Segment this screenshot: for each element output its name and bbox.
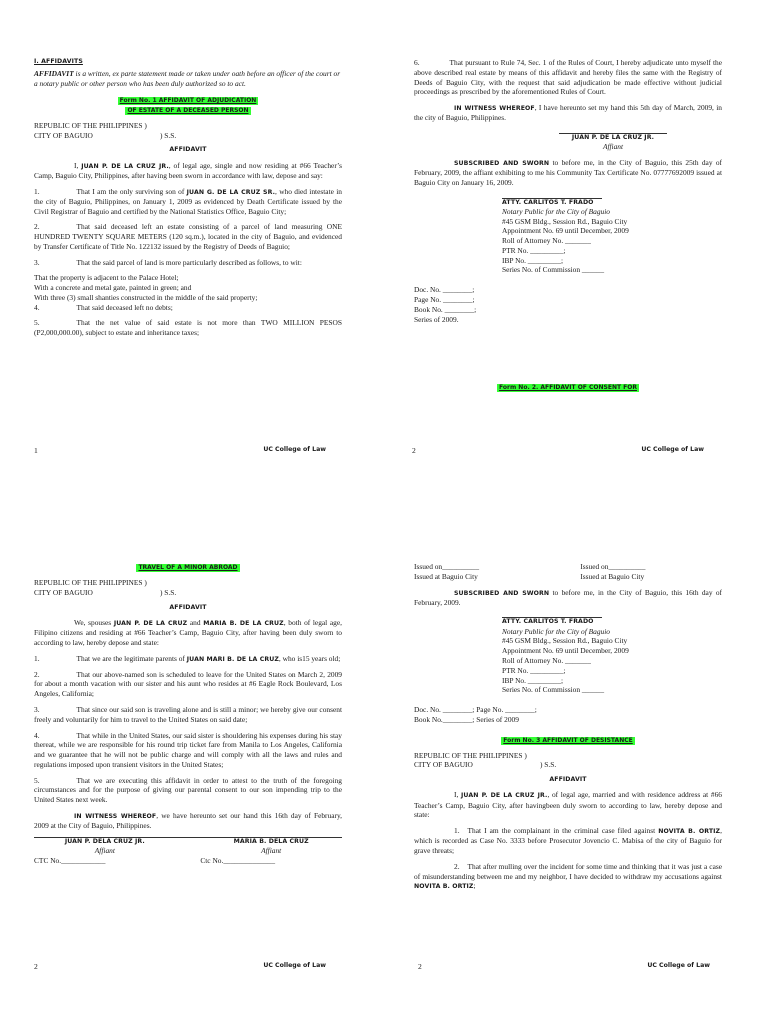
caption-republic: REPUBLIC OF THE PHILIPPINES ) [414, 750, 527, 760]
notary-ptr: PTR No. _________; [502, 665, 566, 675]
page-2-content [414, 58, 722, 392]
paragraph-number: 1. [454, 826, 460, 836]
paragraph-4 [34, 303, 342, 313]
caption-ss: ) S.S. [160, 130, 177, 140]
issued-at-1: Issued at Baguio City [414, 571, 478, 581]
page-3 [0, 512, 384, 1024]
paragraph-number: 1. [34, 186, 40, 196]
form-2-title-continued [34, 562, 342, 572]
property-desc-3: With three (3) small shanties constructed in the middle of the said property; [34, 292, 258, 302]
paragraph-number: 2. [34, 222, 40, 232]
affiant-2-name-inline: MARIA B. DE LA CRUZ [203, 619, 284, 627]
jurat [414, 588, 722, 608]
page-footer [34, 446, 326, 456]
witness-clause [34, 811, 342, 831]
issued-on-2: Issued on__________ [580, 562, 646, 571]
doc-page-no: Doc. No. ________; Page No. ________; [414, 705, 537, 715]
notary-appointment: Appointment No. 69 until December, 2009 [502, 226, 629, 236]
doc-title: AFFIDAVIT [169, 603, 207, 611]
footer-org: UC College of Law [647, 961, 710, 969]
intro-post: , of legal age, single and now residing at #66 Teacher’s Camp, Baguio City, Philippines, after having been sworn in accordance with law, depose and say: [34, 160, 342, 180]
doc-title: AFFIDAVIT [549, 776, 587, 784]
page-number: 2 [34, 961, 38, 971]
caption-republic: REPUBLIC OF THE PHILIPPINES ) [34, 120, 147, 130]
definition-text: is a written, ex parte statement made or taken under oath before an officer of the court or a notary public or other person who has been duly authorized so to act. [34, 69, 341, 88]
form-3-title-text: Form No. 3 AFFIDAVIT OF DESISTANCE [503, 736, 633, 744]
intro-paragraph [414, 790, 722, 820]
doc-title: AFFIDAVIT [169, 146, 207, 154]
paragraph-number: 2. [454, 861, 460, 871]
affidavit-definition [34, 69, 342, 89]
form-2-title-cont-text: TRAVEL OF A MINOR ABROAD [138, 564, 238, 571]
paragraph-5 [34, 318, 342, 338]
paragraph-3 [34, 258, 342, 268]
paragraph-number: 6. [414, 58, 420, 67]
caption-ss: ) S.S. [540, 760, 557, 770]
paragraph-2 [34, 670, 342, 699]
paragraph-text: That we are the legitimate parents of [76, 653, 187, 663]
respondent-name: NOVITA B. ORTIZ [658, 828, 721, 836]
intro-pre: I, [74, 160, 82, 170]
affiant-name-inline: JUAN P. DE LA CRUZ JR. [81, 162, 169, 170]
notary-roll: Roll of Attorney No. _______ [502, 236, 591, 246]
series: Series of 2009. [414, 314, 459, 324]
footer-org: UC College of Law [263, 961, 326, 969]
paragraph-number: 3. [34, 257, 40, 267]
intro-post: , of legal age, married and with residence address at #66 Teacher’s Camp, Baguio City, after havingbeen duly sworn to according to law, hereby depose and state: [414, 790, 722, 820]
paragraph-text: That since our said son is traveling alone and is still a minor; we hereby give our consent freely and voluntarily for him to travel to the United States on said date; [34, 705, 342, 724]
paragraph-1 [414, 826, 722, 856]
paragraph-text: That said deceased left no debts; [76, 302, 173, 312]
notary-series-commission: Series No. of Commission ______ [502, 265, 605, 275]
affiant-label: Affiant [602, 142, 624, 152]
page-number: 2 [412, 445, 416, 455]
page-2 [384, 0, 768, 512]
ctc-row [34, 856, 342, 866]
paragraph-text: That said deceased left an estate consisting of a parcel of land measuring ONE HUNDRED TWENTY SQUARE METERS (120 sq.m.), located in the city of Baguio, and evidenced by Transfer Certificate of Title No. 122132 issued by the Registry of Deeds of Baguio; [34, 222, 342, 251]
affiant-2-label: Affiant [261, 846, 282, 856]
notary-block [502, 198, 722, 276]
affiant-2-name: MARIA B. DELA CRUZ [233, 837, 309, 845]
notary-ibp: IBP No. _________; [502, 675, 564, 685]
issued-at-row [414, 572, 722, 582]
paragraph-number: 4. [34, 730, 40, 740]
notary-appointment: Appointment No. 69 until December, 2009 [502, 646, 629, 656]
paragraph-text-cont: , who is15 years old; [278, 653, 341, 663]
paragraph-text-cont: ; [473, 881, 476, 891]
affiant-1-name: JUAN P. DELA CRUZ JR. [64, 837, 145, 845]
page-1 [0, 0, 384, 512]
caption-republic: REPUBLIC OF THE PHILIPPINES ) [34, 578, 147, 588]
jurat-bold: SUBSCRIBED AND SWORN [454, 159, 550, 167]
form-1-title-line1: Form No. 1 AFFIDAVIT OF ADJUDICATION [119, 96, 257, 104]
paragraph-text: That while in the United States, our said sister is shouldering his expenses during his stay thereat, while we are responsible for his round trip ticket fare from Manila to Los Angeles, California and we guarantee that he will not be public charge and will comply with all the laws and rules and regulations imposed upon transient visitors in the United States; [34, 730, 342, 769]
notary-name: ATTY. CARLITOS T. FRADO [502, 618, 594, 626]
affiant-2-signature [200, 838, 342, 856]
notary-series-commission: Series No. of Commission ______ [502, 685, 605, 695]
affiant-signature-block [504, 133, 722, 152]
page-number: 1 [34, 445, 38, 455]
doc-no: Doc. No. ________; [414, 285, 475, 295]
witness-text: , I have hereunto set my hand this 5th day of March, 2009, in the city of Baguio, Philippines. [414, 103, 723, 123]
witness-bold: IN WITNESS WHEREOF [74, 812, 157, 820]
paragraph-text: That I am the only surviving son of [76, 186, 187, 196]
caption-city: CITY OF BAGUIO [34, 130, 93, 140]
form-1-title-line2: OF ESTATE OF A DECEASED PERSON [127, 106, 249, 114]
page-4 [384, 512, 768, 1024]
page-number: 2 [418, 961, 422, 971]
notary-ibp: IBP No. _________; [502, 255, 564, 265]
definition-term: AFFIDAVIT [34, 69, 74, 79]
paragraph-text: That after mulling over the incident for some time and thinking that it was just a case of misunderstanding between me and my neighbor, I have decided to withdraw my accusations against [414, 861, 722, 881]
paragraph-text: That we are executing this affidavit in order to attest to the truth of the foregoing circumstances and for the purpose of giving our parental consent to our son impending trip to the United States next week. [34, 775, 342, 805]
intro-paragraph [34, 161, 342, 181]
paragraph-text: That the net value of said estate is not more than TWO MILLION PESOS (P2,000,000.00), subject to estate and inheritance taxes; [34, 318, 342, 338]
caption-city: CITY OF BAGUIO [34, 587, 93, 597]
notary-name: ATTY. CARLITOS T. FRADO [502, 198, 594, 206]
paragraph-number: 3. [34, 705, 40, 715]
paragraph-1 [34, 654, 342, 664]
witness-clause [414, 103, 722, 123]
page-no: Page No. ________; [414, 295, 475, 304]
paragraph-text-cont: , who died intestate in the city of Baguio, Philippines, on January 1, 2009 as evidenced by Death Certificate issued by the Civil Registrar of Baguio and certified by the National Statistics Office, Baguio City; [34, 186, 342, 216]
form-1-title [34, 95, 342, 115]
paragraph-number: 4. [34, 302, 40, 312]
book-series: Book No.________; Series of 2009 [414, 714, 519, 724]
page-4-content [414, 562, 722, 892]
witness-text: , we have hereunto set our hand this 16th day of February, 2009 at the City of Baguio, Philippines. [34, 810, 343, 831]
notary-roll: Roll of Attorney No. _______ [502, 655, 591, 665]
affiant-1-name-inline: JUAN P. DE LA CRUZ [113, 619, 188, 627]
intro-pre: We, spouses [74, 617, 114, 627]
intro-pre: I, [454, 790, 461, 800]
form-3-title [414, 735, 722, 745]
paragraph-4 [34, 731, 342, 770]
notary-title: Notary Public for the City of Baguio [502, 206, 610, 216]
page-footer [412, 446, 704, 456]
paragraph-1 [34, 187, 342, 217]
caption-city-row [34, 131, 342, 141]
paragraph-number: 5. [34, 318, 40, 328]
page-footer [34, 962, 326, 972]
paragraph-number: 5. [34, 775, 40, 785]
paragraph-text: That I am the complainant in the criminal case filed against [467, 826, 659, 836]
affiant-1-signature [34, 838, 176, 856]
issued-on-1: Issued on__________ [414, 562, 480, 571]
affiants-signatures [34, 838, 342, 856]
affiant-1-label: Affiant [94, 846, 115, 856]
caption-city: CITY OF BAGUIO [414, 760, 473, 770]
paragraph-text: That our above-named son is scheduled to leave for the United States on March 2, 2009 for about a month vacation with our sister and his aunt who resides at #6 Eagle Rock Boulevard, Los Angeles, California; [34, 669, 342, 699]
notary-address: #45 GSM Bldg., Session Rd., Baguio City [502, 216, 628, 226]
intro-and: and [187, 617, 204, 627]
page-footer [418, 962, 710, 972]
paragraph-number: 2. [34, 669, 40, 679]
caption-city-row [34, 588, 342, 598]
paragraph-6 [414, 58, 722, 97]
respondent-name: NOVITA B. ORTIZ [414, 883, 474, 891]
ctc-1: CTC No.____________ [34, 855, 106, 865]
caption-city-row [414, 760, 722, 770]
paragraph-2 [414, 862, 722, 892]
paragraph-3 [34, 705, 342, 725]
minor-name: JUAN MARI B. DE LA CRUZ [186, 655, 279, 663]
caption-ss: ) S.S. [160, 587, 177, 597]
paragraph-2 [34, 222, 342, 251]
paragraph-text-cont: , which is recorded as Case No. 3333 before Prosecutor Jovencio C. Mabisa of the city of Baguio for grave threats; [414, 826, 722, 856]
notary-title: Notary Public for the City of Baguio [502, 626, 610, 636]
affiant-name: JUAN P. DE LA CRUZ JR. [571, 134, 655, 142]
paragraph-text: That the said parcel of land is more particularly described as follows, to wit: [76, 257, 302, 267]
deceased-name: JUAN G. DE LA CRUZ SR. [186, 188, 276, 196]
book-no: Book No. ________; [414, 304, 477, 314]
jurat [414, 158, 722, 188]
page-3-content [34, 562, 342, 866]
issued-on-row [414, 562, 722, 572]
witness-bold: IN WITNESS WHEREOF [454, 105, 535, 113]
form-2-title [414, 382, 722, 392]
property-desc-2: With a concrete and metal gate, painted in green; and [34, 283, 192, 293]
paragraph-number: 1. [34, 653, 40, 663]
form-2-title-text: Form No. 2. AFFIDAVIT OF CONSENT FOR [499, 384, 637, 392]
issued-at-2: Issued at Baguio City [580, 571, 645, 581]
notary-address: #45 GSM Bldg., Session Rd., Baguio City [502, 636, 628, 646]
jurat-bold: SUBSCRIBED AND SWORN [454, 589, 550, 597]
section-heading: I. AFFIDAVITS [34, 58, 83, 65]
ctc-2: Ctc No.______________ [200, 855, 276, 865]
page-1-content [34, 58, 342, 338]
property-desc-1: That the property is adjacent to the Palace Hotel; [34, 273, 179, 283]
affiant-name-inline: JUAN P. DE LA CRUZ JR. [461, 792, 548, 800]
notary-block [502, 617, 722, 695]
footer-org: UC College of Law [641, 445, 704, 453]
paragraph-5 [34, 776, 342, 805]
jurat-text: to before me, in the City of Baguio, this 16th day of February, 2009. [414, 587, 722, 607]
intro-paragraph [34, 618, 342, 648]
footer-org: UC College of Law [263, 445, 326, 453]
paragraph-text: That pursuant to Rule 74, Sec. 1 of the Rules of Court, I hereby adjudicate unto myself the above described real estate by means of this affidavit and hereby files the same with the Registry of Deeds of Baguio City, with the request that said adjudication be made effective without judicial proceedings as prescribed by the aforementioned Rules of Court. [414, 58, 722, 97]
intro-post: , both of legal age, Filipino citizens and residing at #66 Teacher’s Camp, Baguio City, after having been duly sworn to according to law, hereby depose and state: [34, 617, 342, 647]
jurat-text: to before me, in the City of Baguio, this 25th day of February, 2009, the affiant exhibiting to me his Community Tax Certificate No. 07777692009 issued at Baguio City on January 16, 2009. [414, 157, 722, 187]
notary-ptr: PTR No. _________; [502, 245, 566, 255]
